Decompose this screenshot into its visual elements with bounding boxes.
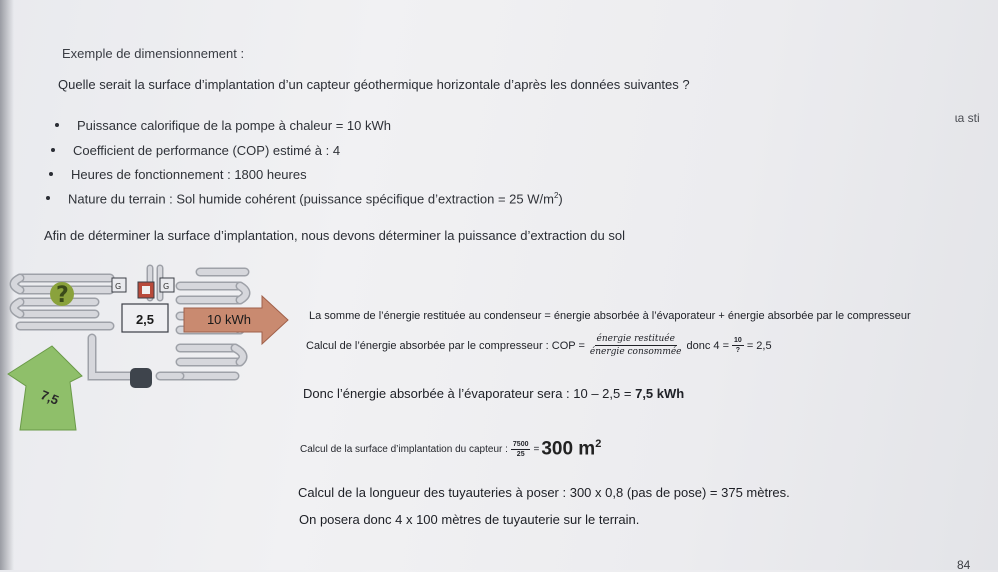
- expansion-valve-badge: [130, 368, 152, 388]
- surface-result: 300 $m^2$: [541, 438, 602, 460]
- surface-calculation: Calcul de la surface d’implantation du capteur : $\frac{7500}{25}$ = 300 $m^2$: [300, 438, 602, 460]
- bullet-dot: [49, 172, 53, 176]
- bullet-dot: [55, 123, 59, 127]
- svg-text:G: G: [115, 282, 122, 291]
- cop-fraction: $\frac{\text{énergie restituée}}{\text{énergie consommée}}$: [589, 334, 682, 357]
- page-number: 84: [957, 558, 971, 572]
- svg-text:G: G: [163, 282, 170, 291]
- cop-value-fraction: $\frac{10}{?}$: [734, 337, 742, 354]
- section-heading: Exemple de dimensionnement :: [62, 46, 245, 61]
- bullet-item-heat-power: Puissance calorifique de la pompe à chaleur = 10 kWh: [77, 118, 391, 133]
- bullet-item-soil: Nature du terrain : Sol humide cohérent (puissance spécifique d’extraction = 25 $W/m^2$): [68, 191, 563, 206]
- cut-off-edge-text: ɩa sti: [955, 111, 980, 125]
- evaporator-energy-result: Donc l’énergie absorbée à l’évaporateur sera : 10 – 2,5 = 7,5 kWh: [303, 386, 685, 401]
- svg-text:?: ?: [56, 283, 69, 308]
- pipe-length-calculation: Calcul de la longueur des tuyauteries à poser : 300 x 0,8 (pas de pose) = 375 mètres.: [298, 485, 790, 500]
- energy-balance-statement: La somme de l’énergie restituée au condenseur = énergie absorbée à l’évaporateur + énergie absorbée par le compresseur: [309, 310, 911, 322]
- output-value: 10 kWh: [206, 311, 252, 327]
- intro-paragraph: Afin de déterminer la surface d’implantation, nous devons déterminer la puissance d’extraction du sol: [44, 228, 625, 243]
- surface-fraction: $\frac{7500}{25}$: [512, 440, 529, 458]
- ground-value: 7,5: [38, 386, 62, 408]
- bullet-item-cop: Coefficient de performance (COP) estimé à : 4: [73, 143, 340, 158]
- valve-icons: [112, 278, 174, 298]
- question-text: Quelle serait la surface d’implantation d’un capteur géothermique horizontale d’après les données suivantes ?: [58, 77, 690, 92]
- bullet-dot: [51, 148, 55, 152]
- bullet-item-hours: Heures de fonctionnement : 1800 heures: [71, 167, 307, 182]
- bullet-dot: [46, 196, 50, 200]
- compressor-value: 2,5: [135, 311, 155, 327]
- pipe-layout-conclusion: On posera donc 4 x 100 mètres de tuyauterie sur le terrain.: [299, 512, 640, 527]
- heat-pump-diagram: [0, 258, 300, 438]
- compressor-energy-calculation: Calcul de l’énergie absorbée par le compresseur : COP = $\frac{\text{énergie restituée}}{\text{énergie consommée}}$ donc 4 = $\frac{10}{?}$ = 2,5: [306, 334, 772, 357]
